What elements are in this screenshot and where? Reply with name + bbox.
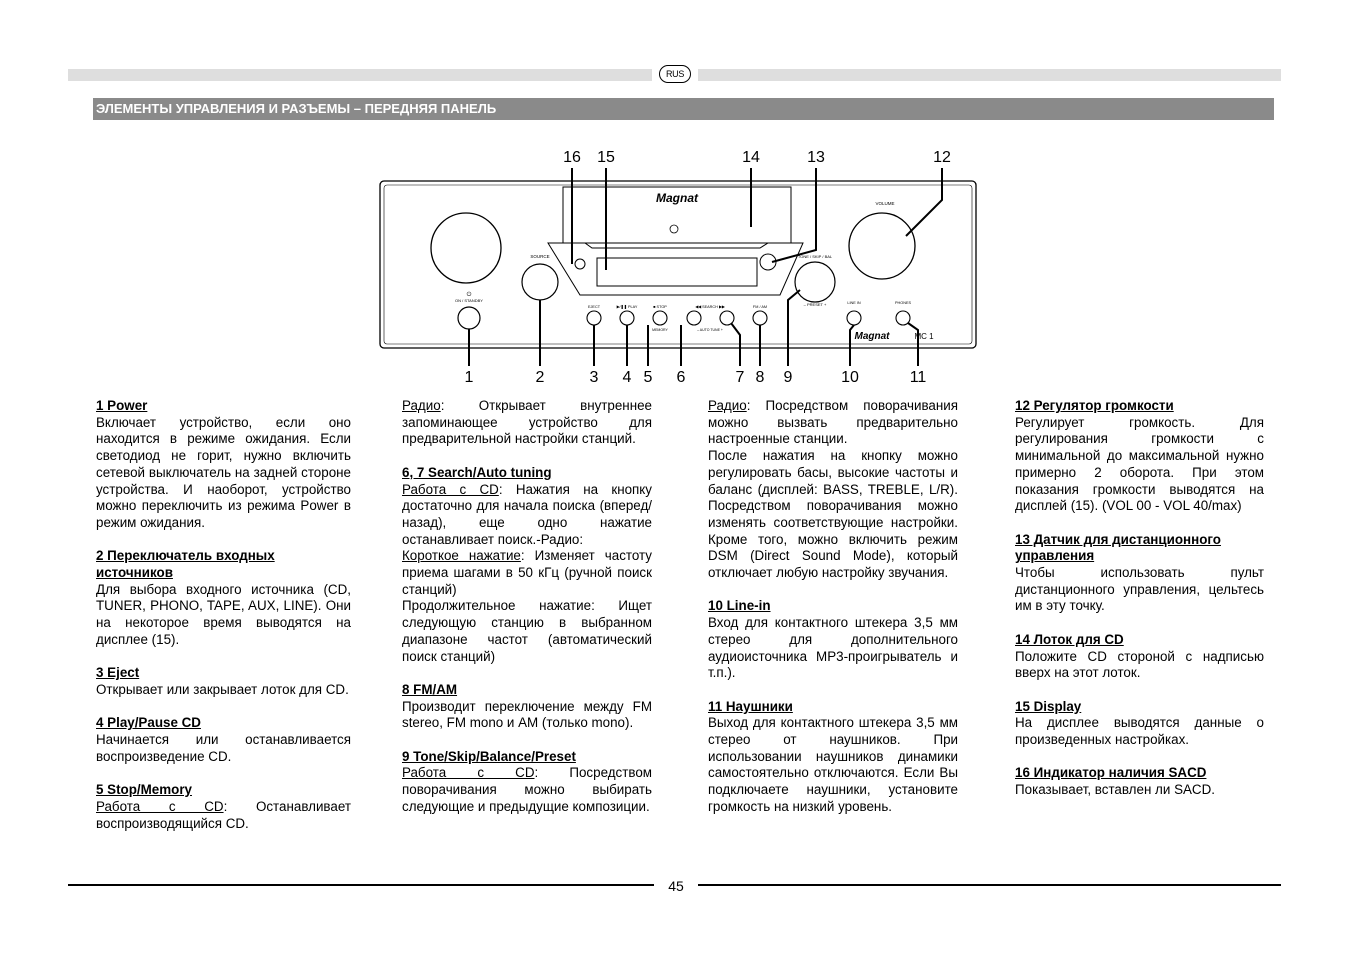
text-column-3 <box>708 398 958 816</box>
heading-volume: 12 Регулятор громкости <box>1015 398 1174 413</box>
svg-text:LINE IN: LINE IN <box>847 301 861 305</box>
para-search-cd: Работа с CD: Нажатия на кнопку достаточно для начала поиска (вперед/назад), еще одно нажатие останавливает поиск.-Радио: <box>402 481 652 547</box>
svg-text:FM / AM: FM / AM <box>752 305 768 309</box>
svg-text:8: 8 <box>755 369 765 386</box>
svg-text:ON / STANDBY: ON / STANDBY <box>455 298 483 303</box>
svg-text:◀◀ SEARCH ▶▶: ◀◀ SEARCH ▶▶ <box>695 305 725 309</box>
para-cd-tray: Положите CD стороной с надписью вверх на этот лоток. <box>1015 648 1264 681</box>
heading-tone: 9 Tone/Skip/Balance/Preset <box>402 748 576 764</box>
para-source: Для выбора входного источника (CD, TUNER, PHONO, TAPE, AUX, LINE). Они на некоторое время выводятся на дисплее (15). <box>96 581 351 647</box>
heading-ir-sensor: 13 Датчик для дистанционного управления <box>1015 531 1221 564</box>
svg-text:EJECT: EJECT <box>587 305 601 309</box>
heading-fmam: 8 FM/AM <box>402 681 458 697</box>
svg-text:4: 4 <box>622 369 632 386</box>
svg-text:5: 5 <box>643 369 653 386</box>
svg-text:SOURCE: SOURCE <box>530 254 550 259</box>
heading-source: 2 Переключатель входных источников <box>96 548 275 581</box>
svg-text:MC 1: MC 1 <box>914 332 934 341</box>
heading-search: 6, 7 Search/Auto tuning <box>402 464 552 480</box>
top-rule-right <box>698 69 1281 81</box>
svg-text:13: 13 <box>807 149 825 166</box>
para-phones: Выход для контактного штекера 3,5 мм стерео от наушников. При использовании наушников динамики самостоятельно отключаются. Если Вы подключаете наушники, установите громкость на низкий уровень. <box>708 715 958 814</box>
device-chassis <box>380 181 976 348</box>
svg-text:– AUTO TUNE +: – AUTO TUNE + <box>697 328 723 332</box>
para-ir-sensor: Чтобы использовать пульт дистанционного управления, цельтесь им в эту точку. <box>1015 565 1264 614</box>
svg-text:1: 1 <box>464 369 474 386</box>
para-sacd: Показывает, вставлен ли SACD. <box>1015 782 1215 798</box>
brand-logo: Magnat <box>656 191 698 205</box>
para-display: На дисплее выводятся данные о произведенных настройках. <box>1015 715 1264 748</box>
svg-text:14: 14 <box>742 149 760 166</box>
svg-text:7: 7 <box>735 369 745 386</box>
footer-rule-right <box>698 884 1281 886</box>
text-column-4 <box>1015 398 1264 799</box>
para-stop: Работа с CD: Останавливает воспроизводящийся CD. <box>96 798 351 831</box>
svg-text:3: 3 <box>589 369 599 386</box>
para-tone-settings: После нажатия на кнопку можно регулировать басы, высокие частоты и баланс (дисплей: BASS, TREBLE, L/R). Посредством поворачивания можно изменять соответствующие настройки. Кроме того, можно включить режим DSM (Direct Sound Mode), который отключает любую настройку звучания. <box>708 448 958 581</box>
heading-sacd: 16 Индикатор наличия SACD <box>1015 765 1207 781</box>
svg-text:2: 2 <box>535 369 545 386</box>
svg-text:9: 9 <box>783 369 793 386</box>
heading-line-in: 10 Line-in <box>708 598 771 614</box>
text-column-1 <box>96 398 351 832</box>
svg-text:15: 15 <box>597 149 615 166</box>
para-search-long: Продолжительное нажатие: Ищет следующую станцию в выбранном диапазоне частот (автоматический поиск станций) <box>402 598 652 664</box>
para-fmam: Производит переключение между FM stereo, FM mono и AM (только mono). <box>402 698 652 731</box>
svg-text:6: 6 <box>676 369 686 386</box>
para-radio-memory: Радио: Открывает внутреннее запоминающее устройство для предварительной настройки станций. <box>402 398 652 447</box>
para-power: Включает устройство, если оно находится в режиме ожидания. Если светодиод не горит, нужно включить сетевой выключатель на задней стороне устройства. И наоборот, устройство можно переключить из режима Power в режим ожидания. <box>96 414 351 530</box>
top-rule-left <box>68 69 652 81</box>
section-title: ЭЛЕМЕНТЫ УПРАВЛЕНИЯ И РАЗЪЕМЫ – ПЕРЕДНЯЯ ПАНЕЛЬ <box>93 98 1274 120</box>
svg-text:TONE / SKIP / BAL: TONE / SKIP / BAL <box>797 254 833 259</box>
svg-text:16: 16 <box>563 149 581 166</box>
para-tone-cd: Работа с CD: Посредством поворачивания можно выбирать следующие и предыдущие композиции. <box>402 765 652 814</box>
svg-text:▶/❚❚ PLAY: ▶/❚❚ PLAY <box>616 305 638 309</box>
para-eject: Открывает или закрывает лоток для CD. <box>96 681 349 697</box>
heading-play: 4 Play/Pause CD <box>96 715 201 731</box>
svg-text:■ STOP: ■ STOP <box>653 305 667 309</box>
svg-text:⏻: ⏻ <box>466 292 472 298</box>
heading-phones: 11 Наушники <box>708 698 793 714</box>
heading-cd-tray: 14 Лоток для CD <box>1015 631 1124 647</box>
page-number: 45 <box>668 878 684 894</box>
svg-text:MEMORY: MEMORY <box>652 328 668 332</box>
heading-power: 1 Power <box>96 398 148 413</box>
front-panel-diagram <box>0 140 1350 390</box>
para-line-in: Вход для контактного штекера 3,5 мм стерео для дополнительного аудиоисточника MP3-проигрыватель и т.п.). <box>708 615 958 681</box>
heading-display: 15 Display <box>1015 698 1082 714</box>
heading-eject: 3 Eject <box>96 665 140 681</box>
para-tone-radio: Радио: Посредством поворачивания можно вызвать предварительно настроенные станции. <box>708 398 958 447</box>
svg-text:10: 10 <box>841 369 859 386</box>
svg-text:PHONES: PHONES <box>894 301 912 305</box>
footer-rule-left <box>68 884 654 886</box>
text-column-2 <box>402 398 652 816</box>
svg-text:– PRESET +: – PRESET + <box>803 302 827 307</box>
para-volume: Регулирует громкость. Для регулирования громкости с минимальной до максимальной нужно примерно 2 оборота. При этом показания громкости выводятся на дисплей (15). (VOL 00 - VOL 40/max) <box>1015 414 1264 514</box>
para-play: Начинается или останавливается воспроизведение CD. <box>96 732 351 764</box>
para-search-short: Короткое нажатие: Изменяет частоту приема шагами в 50 кГц (ручной поиск станций) <box>402 548 653 597</box>
svg-text:12: 12 <box>933 149 951 166</box>
svg-text:11: 11 <box>909 369 927 386</box>
heading-stop: 5 Stop/Memory <box>96 782 192 798</box>
language-badge: RUS <box>659 65 691 83</box>
svg-text:Magnat: Magnat <box>854 331 890 342</box>
svg-text:VOLUME: VOLUME <box>875 201 895 206</box>
